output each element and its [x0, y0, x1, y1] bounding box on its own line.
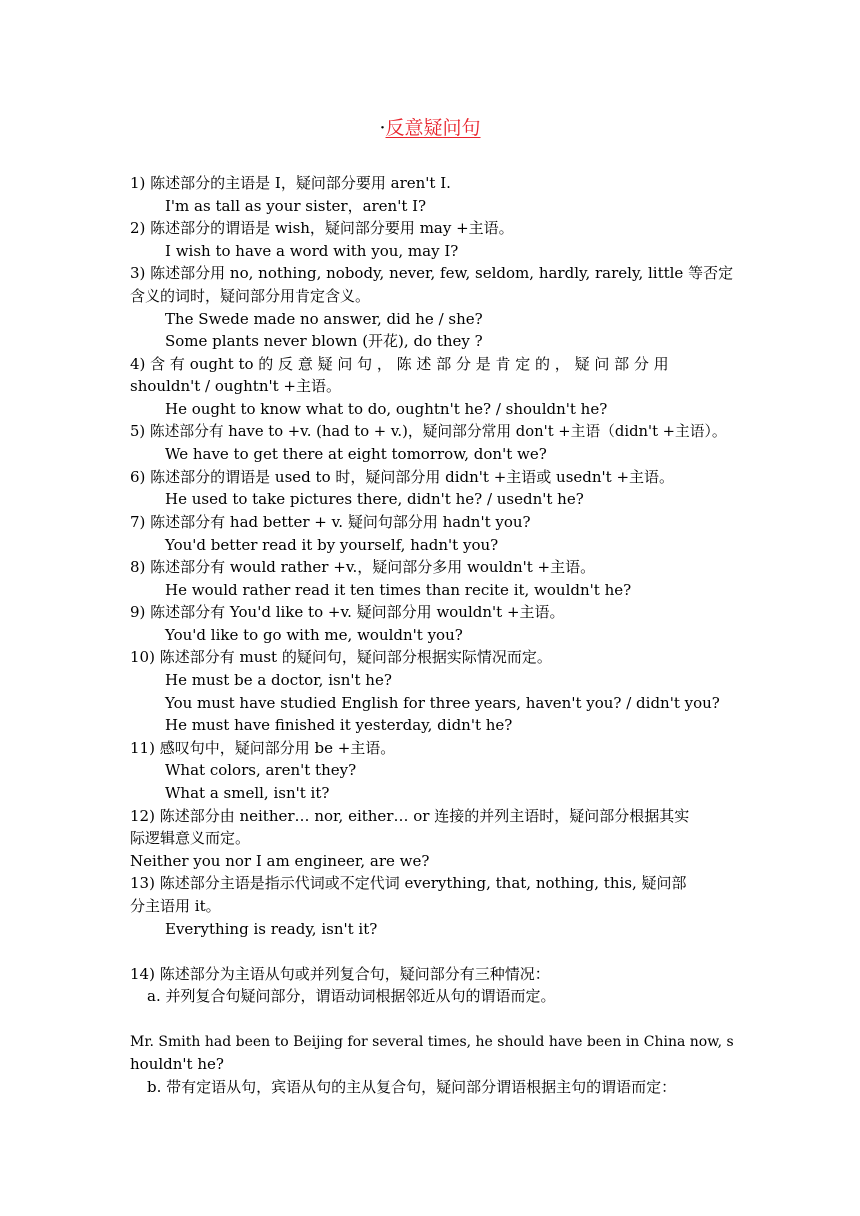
rule-1-heading: 1) 陈述部分的主语是 I，疑问部分要用 aren't I.	[130, 174, 451, 192]
rule-11-heading: 11) 感叹句中，疑问部分用 be +主语。	[130, 738, 396, 757]
rule-14-heading: 14) 陈述部分为主语从句或并列复合句，疑问部分有三种情况：	[130, 964, 550, 983]
rule-10-example-3: He must have finished it yesterday, didn't he?	[165, 716, 513, 735]
rule-6-heading: 6) 陈述部分的谓语是 used to 时，疑问部分用 didn't +主语或 usedn't +主语。	[130, 467, 675, 486]
rule-11-example-1: What colors, aren't they?	[165, 761, 357, 780]
page-title	[0, 116, 860, 140]
blank-line	[130, 1008, 734, 1031]
rule-11-example-2: What a smell, isn't it?	[165, 784, 330, 803]
rule-2-example: I wish to have a word with you, may I?	[165, 241, 459, 260]
rule-12-heading: 12) 陈述部分由 neither… nor, either… or 连接的并列主语时，疑问部分根据其实	[130, 806, 690, 825]
title-bullet: ·	[379, 117, 386, 139]
rule-9-example: You'd like to go with me, wouldn't you?	[165, 625, 463, 644]
rule-7-heading: 7) 陈述部分有 had better + v. 疑问句部分用 hadn't you?	[130, 512, 531, 531]
rule-3-heading: 3) 陈述部分用 no, nothing, nobody, never, few, seldom, hardly, rarely, little 等否定	[130, 264, 734, 283]
rule-1-example: I'm as tall as your sister，aren't I?	[165, 196, 427, 215]
rule-10-example-2: You must have studied English for three years, haven't you? / didn't you?	[165, 693, 720, 712]
rule-8-example: He would rather read it ten times than recite it, wouldn't he?	[165, 580, 632, 599]
rule-4-heading-cont: shouldn't / oughtn't +主语。	[130, 377, 341, 396]
rule-4-heading: 4) 含 有 ought to 的 反 意 疑 问 句 ， 陈 述 部 分 是 肯 定 的 ， 疑 问 部 分 用	[130, 354, 669, 373]
rule-6-example: He used to take pictures there, didn't he? / usedn't he?	[165, 490, 584, 509]
rule-14-case-b: b. 带有定语从句，宾语从句的主从复合句，疑问部分谓语根据主句的谓语而定：	[147, 1077, 677, 1096]
document-body	[130, 172, 734, 1098]
rule-3-example-1: The Swede made no answer, did he / she?	[165, 309, 483, 328]
rule-13-example: Everything is ready, isn't it?	[165, 919, 378, 938]
rule-8-heading: 8) 陈述部分有 would rather +v.，疑问部分多用 wouldn't +主语。	[130, 558, 596, 577]
rule-10-heading: 10) 陈述部分有 must 的疑问句，疑问部分根据实际情况而定。	[130, 648, 552, 667]
rule-13-heading: 13) 陈述部分主语是指示代词或不定代词 everything, that, nothing, this, 疑问部	[130, 874, 687, 893]
rule-5-example: We have to get there at eight tomorrow, don't we?	[165, 445, 547, 464]
rule-5-heading: 5) 陈述部分有 have to +v. (had to + v.)，疑问部分常用 don't +主语（didn't +主语）。	[130, 422, 727, 440]
rule-9-heading: 9) 陈述部分有 You'd like to +v. 疑问部分用 wouldn't +主语。	[130, 603, 565, 622]
rule-14-example-a-cont: houldn't he?	[130, 1055, 224, 1074]
rule-3-example-2: Some plants never blown (开花), do they ?	[165, 332, 483, 351]
title-text: 反意疑问句	[385, 117, 481, 139]
rule-14-example-a: Mr. Smith had been to Beijing for several times, he should have been in China now, s	[130, 1033, 734, 1050]
rule-7-example: You'd better read it by yourself, hadn't you?	[165, 535, 499, 554]
blank-line	[130, 940, 734, 963]
rule-14-case-a: a. 并列复合句疑问部分，谓语动词根据邻近从句的谓语而定。	[147, 987, 556, 1006]
rule-13-heading-cont: 分主语用 it。	[130, 897, 221, 915]
rule-2-heading: 2) 陈述部分的谓语是 wish，疑问部分要用 may +主语。	[130, 219, 514, 238]
rule-4-example: He ought to know what to do, oughtn't he? / shouldn't he?	[165, 399, 608, 418]
rule-12-example: Neither you nor I am engineer, are we?	[130, 851, 430, 870]
rule-12-heading-cont: 际逻辑意义而定。	[130, 829, 251, 848]
rule-10-example-1: He must be a doctor, isn't he?	[165, 671, 392, 690]
rule-3-heading-cont: 含义的词时，疑问部分用肯定含义。	[130, 286, 371, 305]
